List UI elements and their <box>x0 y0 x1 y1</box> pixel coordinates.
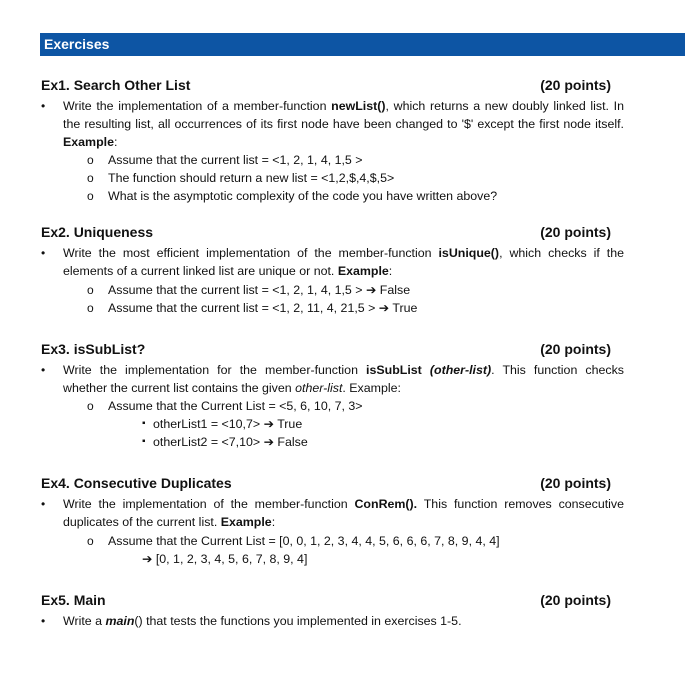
ex5-description: Write a main() that tests the functions you implemented in exercises 1-5. <box>63 614 462 628</box>
ex5-title: Ex5. Main <box>41 592 106 608</box>
arrow-icon: ➔ <box>263 417 274 431</box>
bullet-icon: • <box>41 363 46 377</box>
bullet-icon: • <box>41 99 46 113</box>
ex2-description: Write the most efficient implementation of the member-function isUnique(), which checks if the elements of a current linked list are unique or not. Example: <box>63 246 625 278</box>
circle-bullet-icon: o <box>87 189 94 203</box>
circle-bullet-icon: o <box>87 171 94 185</box>
square-bullet-icon: ▪ <box>142 436 146 447</box>
bullet-icon: • <box>41 614 46 628</box>
ex2-item-1: Assume that the current list = <1, 2, 1, 4, 1,5 > ➔ False <box>108 283 411 297</box>
ex1-description: Write the implementation of a member-function newList(), which returns a new doubly linked list. In the resulting list, all occurrences of its first node have been changed to '$' except the first node itself. Example: <box>63 99 624 149</box>
circle-bullet-icon: o <box>87 301 94 315</box>
ex4-points: (20 points) <box>540 475 611 491</box>
ex3-subitem-1: otherList1 = <10,7> ➔ True <box>153 417 303 431</box>
ex3-subitem-2: otherList2 = <7,10> ➔ False <box>153 435 308 449</box>
ex5-points: (20 points) <box>540 592 611 608</box>
arrow-icon: ➔ <box>263 435 274 449</box>
circle-bullet-icon: o <box>87 534 94 548</box>
ex2-item-2: Assume that the current list = <1, 2, 11, 4, 21,5 > ➔ True <box>108 301 418 315</box>
ex1-item-1: Assume that the current list = <1, 2, 1, 4, 1,5 > <box>108 153 363 167</box>
arrow-icon: ➔ <box>142 552 153 566</box>
bullet-icon: • <box>41 497 46 511</box>
ex4-result: ➔ [0, 1, 2, 3, 4, 5, 6, 7, 8, 9, 4] <box>142 552 308 566</box>
circle-bullet-icon: o <box>87 283 94 297</box>
ex2-title: Ex2. Uniqueness <box>41 224 154 240</box>
square-bullet-icon: ▪ <box>142 418 146 429</box>
ex1-title: Ex1. Search Other List <box>41 77 191 93</box>
ex1-item-2: The function should return a new list = <1,2,$,4,$,5> <box>108 171 395 185</box>
exercises-banner <box>40 33 685 56</box>
ex2-points: (20 points) <box>540 224 611 240</box>
ex4-title: Ex4. Consecutive Duplicates <box>41 475 232 491</box>
ex3-title: Ex3. isSubList? <box>41 341 146 357</box>
arrow-icon: ➔ <box>378 301 390 315</box>
ex4-description: Write the implementation of the member-function ConRem(). This function removes consecutive duplicates of the current list. Example: <box>63 497 624 529</box>
circle-bullet-icon: o <box>87 399 94 413</box>
ex3-points: (20 points) <box>540 341 611 357</box>
arrow-icon: ➔ <box>365 283 377 297</box>
bullet-icon: • <box>41 246 46 260</box>
ex3-item: Assume that the Current List = <5, 6, 10, 7, 3> <box>108 399 363 413</box>
circle-bullet-icon: o <box>87 153 94 167</box>
exercises-title: Exercises <box>44 36 110 52</box>
ex1-points: (20 points) <box>540 77 611 93</box>
ex1-item-3: What is the asymptotic complexity of the code you have written above? <box>108 189 498 203</box>
ex3-description: Write the implementation for the member-function isSubList (other-list). This function checks whether the current list contains the given other-list. Example: <box>63 363 624 395</box>
ex4-item: Assume that the Current List = [0, 0, 1, 2, 3, 4, 4, 5, 6, 6, 6, 7, 8, 9, 4, 4] <box>108 534 500 548</box>
